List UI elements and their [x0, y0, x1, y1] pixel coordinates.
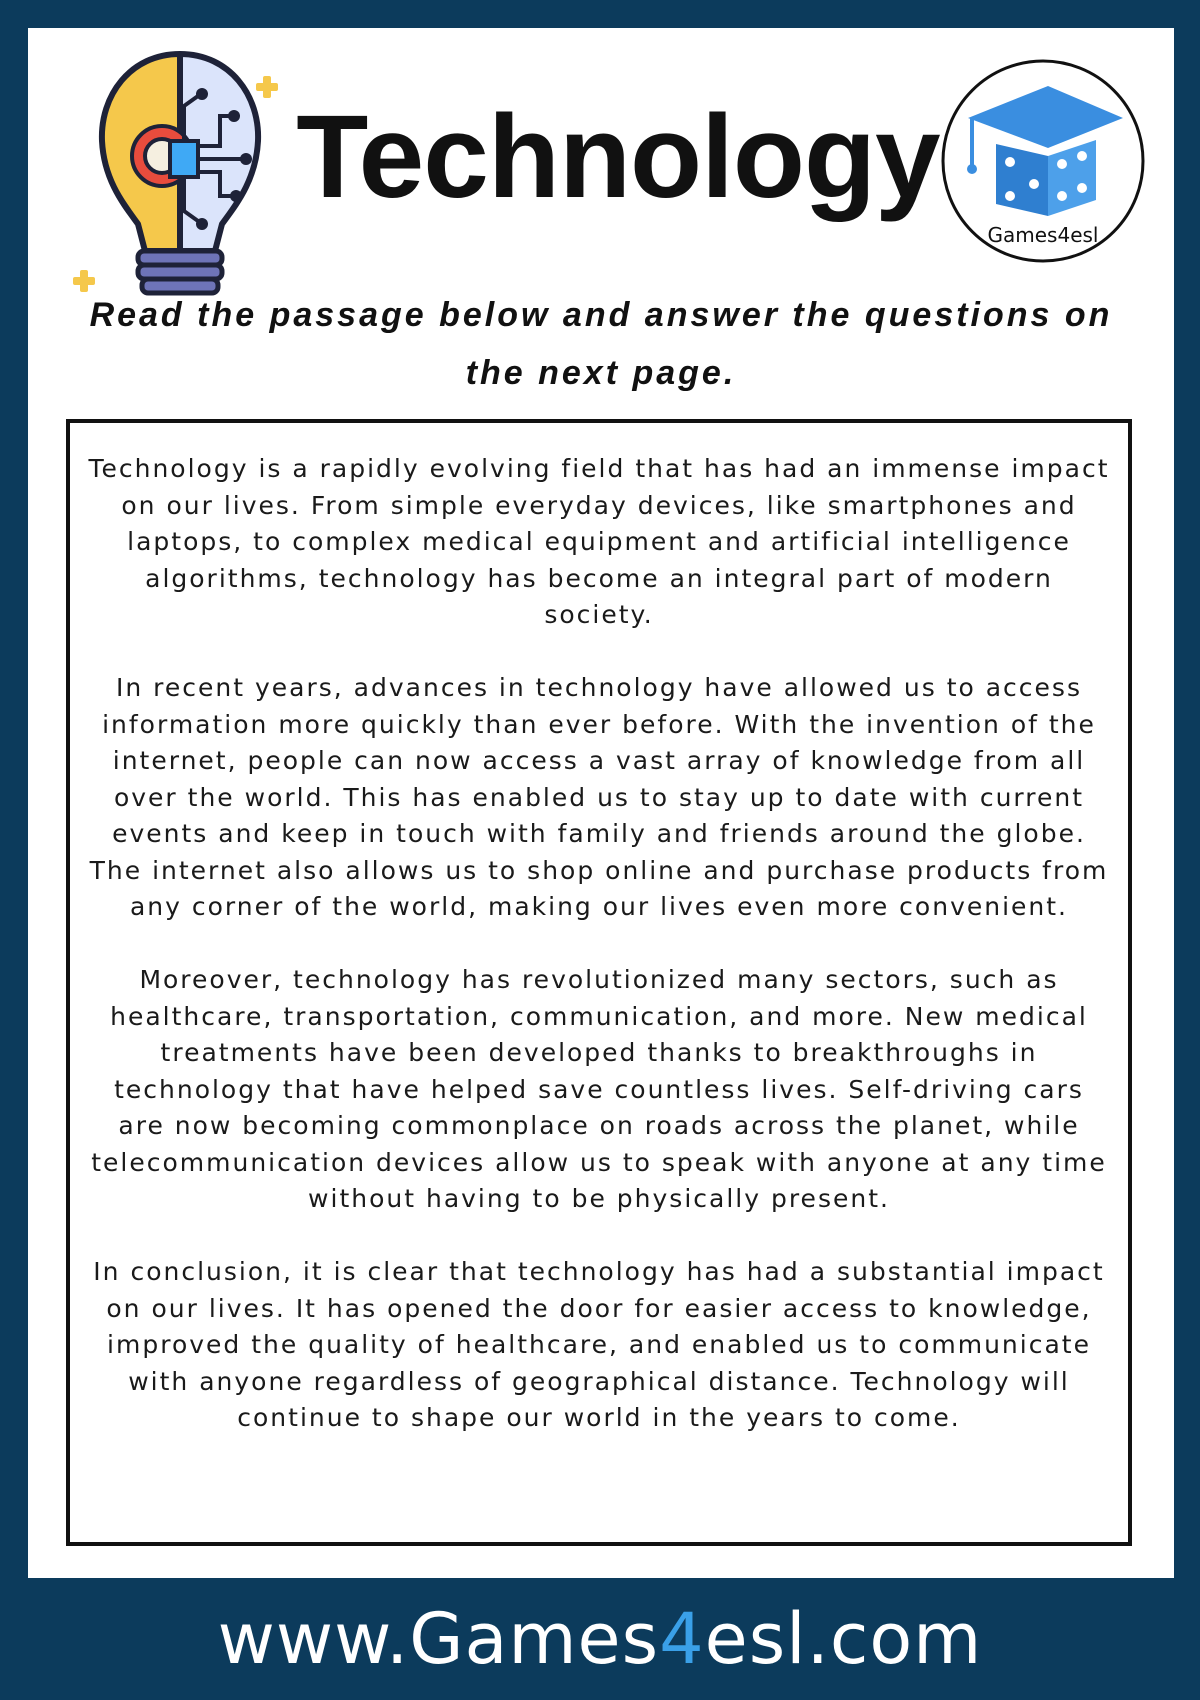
logo-text: Games4esl [987, 223, 1099, 247]
footer [0, 1578, 1200, 1700]
passage-paragraph: Technology is a rapidly evolving field that has had an immense impact on our lives. From simple everyday devices, like smartphones and laptops, to complex medical equipment and artificial intelligence algorithms, technology has become an integral part of modern society. [88, 454, 1110, 629]
website-url[interactable] [218, 1598, 983, 1680]
lightbulb-circuit-icon [70, 46, 280, 306]
site-prefix: www.Games [217, 1598, 660, 1680]
passage-box [66, 419, 1132, 1546]
instructions: Read the passage below and answer the questions on the next page. [89, 296, 1113, 392]
passage-paragraph: In conclusion, it is clear that technology has had a substantial impact on our lives. It has opened the door for easier access to knowledge, improved the quality of healthcare, and enabled us to communicate with anyone regardless of geographical distance. Technology will continue to shape our world in the years to come. [93, 1257, 1105, 1432]
worksheet-page [28, 28, 1174, 1578]
site-suffix: esl.com [704, 1598, 983, 1680]
site-accent: 4 [659, 1598, 705, 1680]
header [28, 28, 1174, 268]
passage-paragraph: Moreover, technology has revolutionized many sectors, such as healthcare, transportation, communication, and more. New medical treatments have been developed thanks to breakthroughs in technology that have helped save countless lives. Self-driving cars are now becoming commonplace on roads across the planet, while telecommunication devices allow us to speak with anyone at any time without having to be physically present. [91, 965, 1107, 1213]
games4esl-logo [938, 56, 1148, 266]
page-title: Technology [296, 91, 940, 223]
passage-paragraph: In recent years, advances in technology have allowed us to access information more quickly than ever before. With the invention of the internet, people can now access a vast array of knowledge from all over the world. This has enabled us to stay up to date with current events and keep in touch with family and friends around the globe. The internet also allows us to shop online and purchase products from any corner of the world, making our lives even more convenient. [89, 673, 1109, 921]
